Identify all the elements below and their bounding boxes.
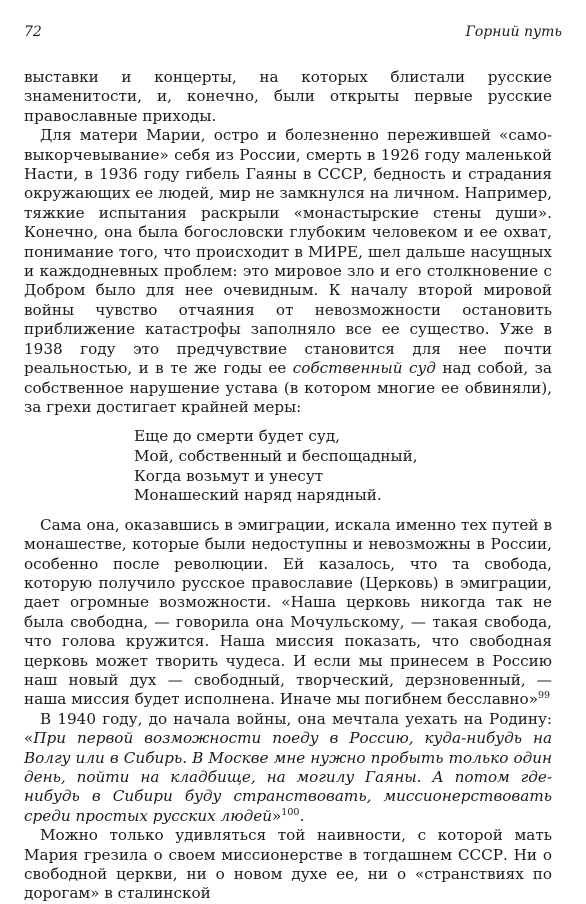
paragraph-4-end: .: [299, 806, 305, 825]
paragraph-2-italic: собственный суд: [292, 359, 436, 378]
poem-line: Когда возьмут и унесут: [134, 466, 324, 485]
running-title: Горний путь: [465, 24, 562, 40]
poem-line: Монашеский наряд нарядный.: [134, 486, 382, 505]
poem-line: Мой, собственный и беспощадный,: [134, 446, 418, 465]
paragraph-3-text: Сама она, оказавшись в эмиграции, искала именно тех путей в монашестве, которые были недоступны и невозможны в России, особенно после революции. Ей казалось, что та свобода, которую получило русское православие (Церковь) в эмиграции, дает огромные возможности. «Наша церковь никогда так не была свободна, — говорила она Мочульскому, — такая свобода, что голова кружится. Наша миссия показать, что свободная церковь может творить чудеса. И если мы принесем в Россию наш новый дух — свободный, творческий, дерзновенный, — наша миссия будет исполнена. Иначе мы погибнем бесславно»: [24, 515, 552, 709]
page-header: [24, 24, 562, 44]
poem-line: Еще до смерти будет суд,: [134, 427, 340, 446]
paragraph-2: [24, 126, 552, 417]
paragraph-1: [24, 68, 552, 126]
paragraph-2-part1: Для матери Марии, остро и болезненно пережившей «само-выкорчевывание» себя из России, смерть в 1926 году маленькой Насти, в 1936 году гибель Гаяны в СССР, бедность и страдания окружающих ее людей, мир не замкнулся на личном. Например, тяжкие испытания раскрыли «монастырские стены души». Конечно, она была богословски глубоким человеком и ее охват, понимание того, что происходит в МИРЕ, шел дальше насущных и каждодневных проблем: это мировое зло и его столкновение с Добром было для нее очевидным. К началу второй мировой войны чувство отчаяния от невозможности остановить приближение катастрофы заполняло все ее существо. Уже в 1938 году это предчувствие становится для нее почти реальностью, и в те же годы ее: [24, 126, 552, 378]
page-body: [24, 68, 552, 904]
paragraph-5-text: Можно только удивляться той наивности, с которой мать Мария грезила о своем миссионерстве в тогдашнем СССР. Ни о свободной церкви, ни о новом духе ее, ни о «странствиях по дорогам» в сталинской: [24, 826, 552, 903]
poem: [134, 427, 552, 505]
paragraph-1-text: выставки и концерты, на которых блистали русские знаменитости, и, конечно, были открыты первые русские православные приходы.: [24, 68, 552, 125]
paragraph-3: [24, 516, 552, 710]
paragraph-4: [24, 710, 552, 826]
paragraph-2-part2: над собой, за собственное нарушение устава (в котором многие ее обвиняли), за грехи достигает крайней меры:: [24, 359, 552, 416]
page-number: 72: [24, 24, 42, 40]
paragraph-5: [24, 826, 552, 904]
paragraph-4-lead: В 1940 году, до начала войны, она мечтала уехать на Родину: «: [24, 709, 552, 748]
footnote-ref-99[interactable]: 99: [538, 690, 551, 702]
paragraph-4-quote: При первой возможности поеду в Россию, куда-нибудь на Волгу или в Сибирь. В Москве мне нужно пробыть только один день, пойти на кладбище, на могилу Гаяны. А потом где-нибудь в Сибири буду странствовать, миссионерствовать среди простых русских людей: [24, 729, 552, 825]
paragraph-4-tail: »: [272, 806, 282, 825]
footnote-ref-100[interactable]: 100: [281, 806, 300, 818]
